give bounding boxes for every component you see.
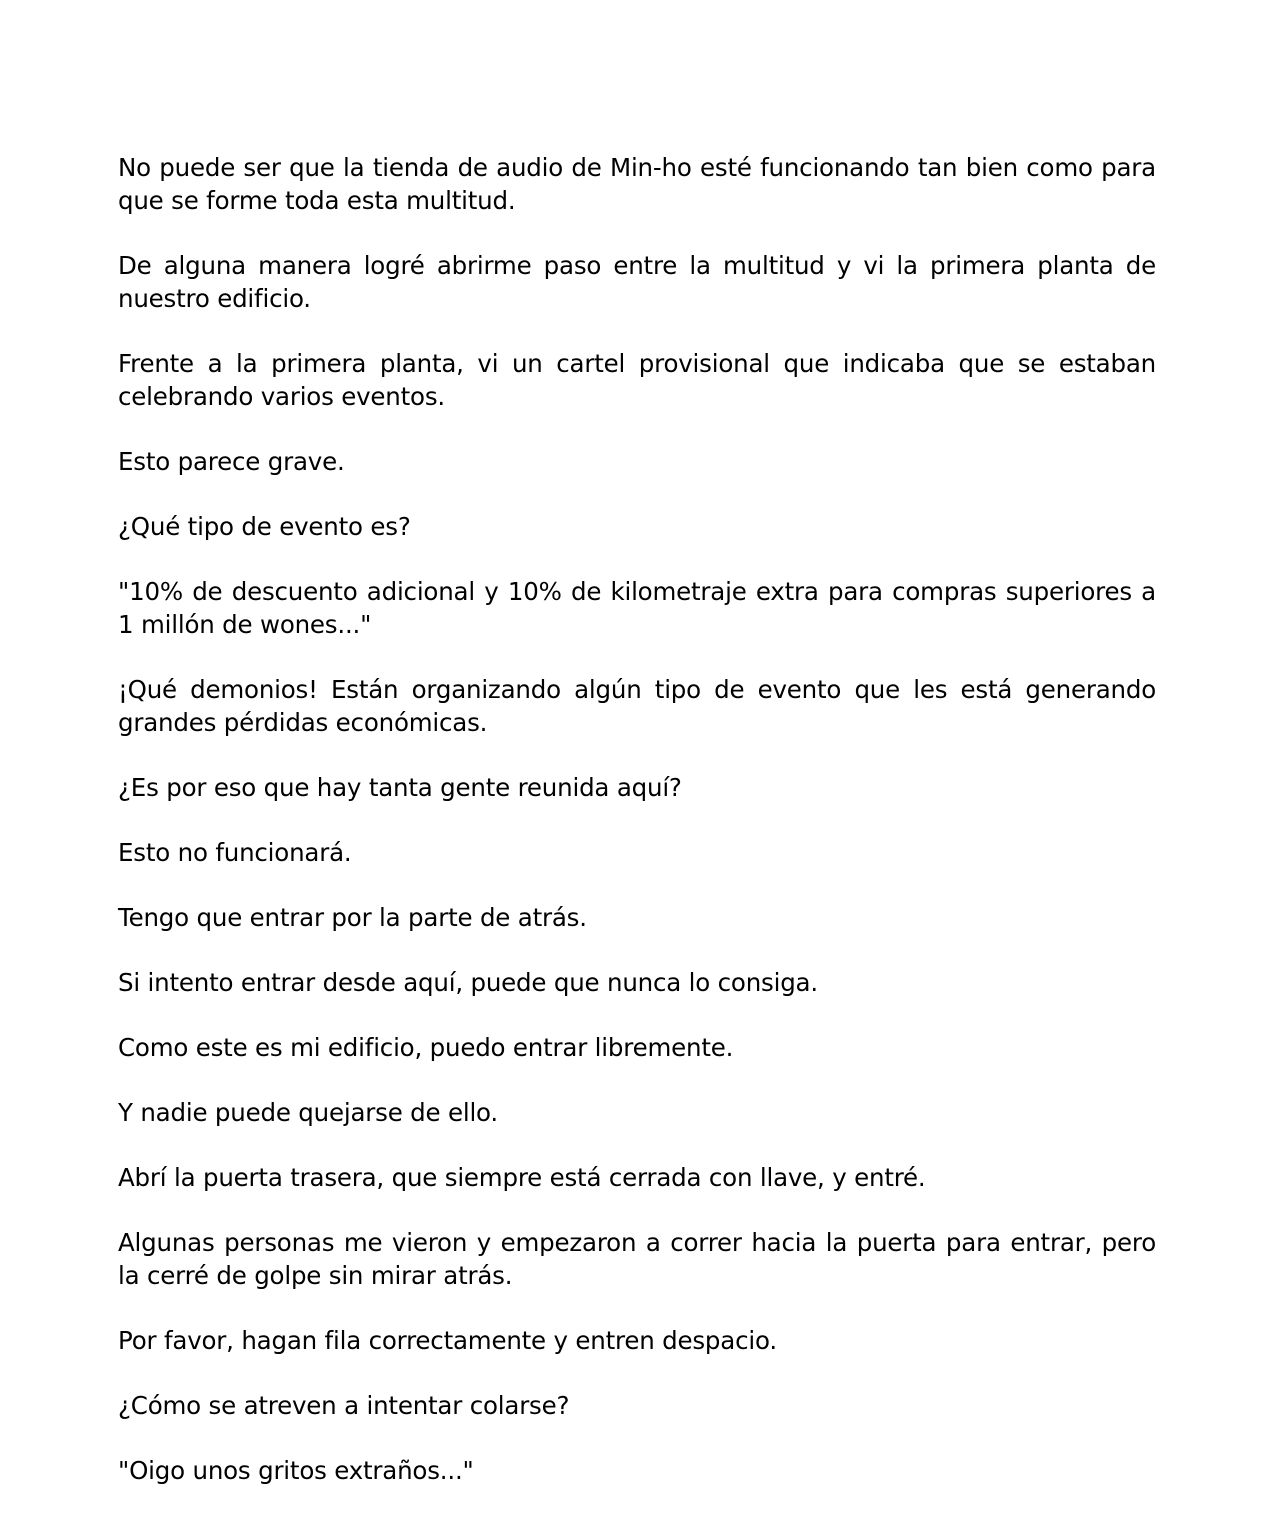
paragraph: Esto no funcionará. (118, 838, 352, 867)
paragraph: Tengo que entrar por la parte de atrás. (118, 903, 587, 932)
paragraph: ¿Cómo se atreven a intentar colarse? (118, 1391, 570, 1420)
paragraph: "Oigo unos gritos extraños..." (118, 1456, 474, 1485)
paragraph: No puede ser que la tienda de audio de Min-ho esté funcionando tan bien como para que se forme toda esta multitud. (118, 153, 1156, 215)
paragraph: Esto parece grave. (118, 447, 345, 476)
paragraph: "10% de descuento adicional y 10% de kilometraje extra para compras superiores a 1 millón de wones..." (118, 577, 1156, 639)
paragraph: Por favor, hagan fila correctamente y entren despacio. (118, 1326, 777, 1355)
paragraph: Si intento entrar desde aquí, puede que nunca lo consiga. (118, 968, 818, 997)
paragraph: De alguna manera logré abrirme paso entre la multitud y vi la primera planta de nuestro edificio. (118, 251, 1156, 313)
paragraph: Algunas personas me vieron y empezaron a correr hacia la puerta para entrar, pero la cerré de golpe sin mirar atrás. (118, 1228, 1156, 1290)
paragraph: ¿Qué tipo de evento es? (118, 512, 411, 541)
document-page (118, 151, 1156, 1519)
paragraph: Frente a la primera planta, vi un cartel provisional que indicaba que se estaban celebrando varios eventos. (118, 349, 1156, 411)
paragraph: ¡Qué demonios! Están organizando algún tipo de evento que les está generando grandes pérdidas económicas. (118, 675, 1156, 737)
paragraph: Como este es mi edificio, puedo entrar libremente. (118, 1033, 734, 1062)
paragraph: ¿Es por eso que hay tanta gente reunida aquí? (118, 773, 682, 802)
paragraph: Abrí la puerta trasera, que siempre está cerrada con llave, y entré. (118, 1163, 926, 1192)
paragraph: Y nadie puede quejarse de ello. (118, 1098, 498, 1127)
